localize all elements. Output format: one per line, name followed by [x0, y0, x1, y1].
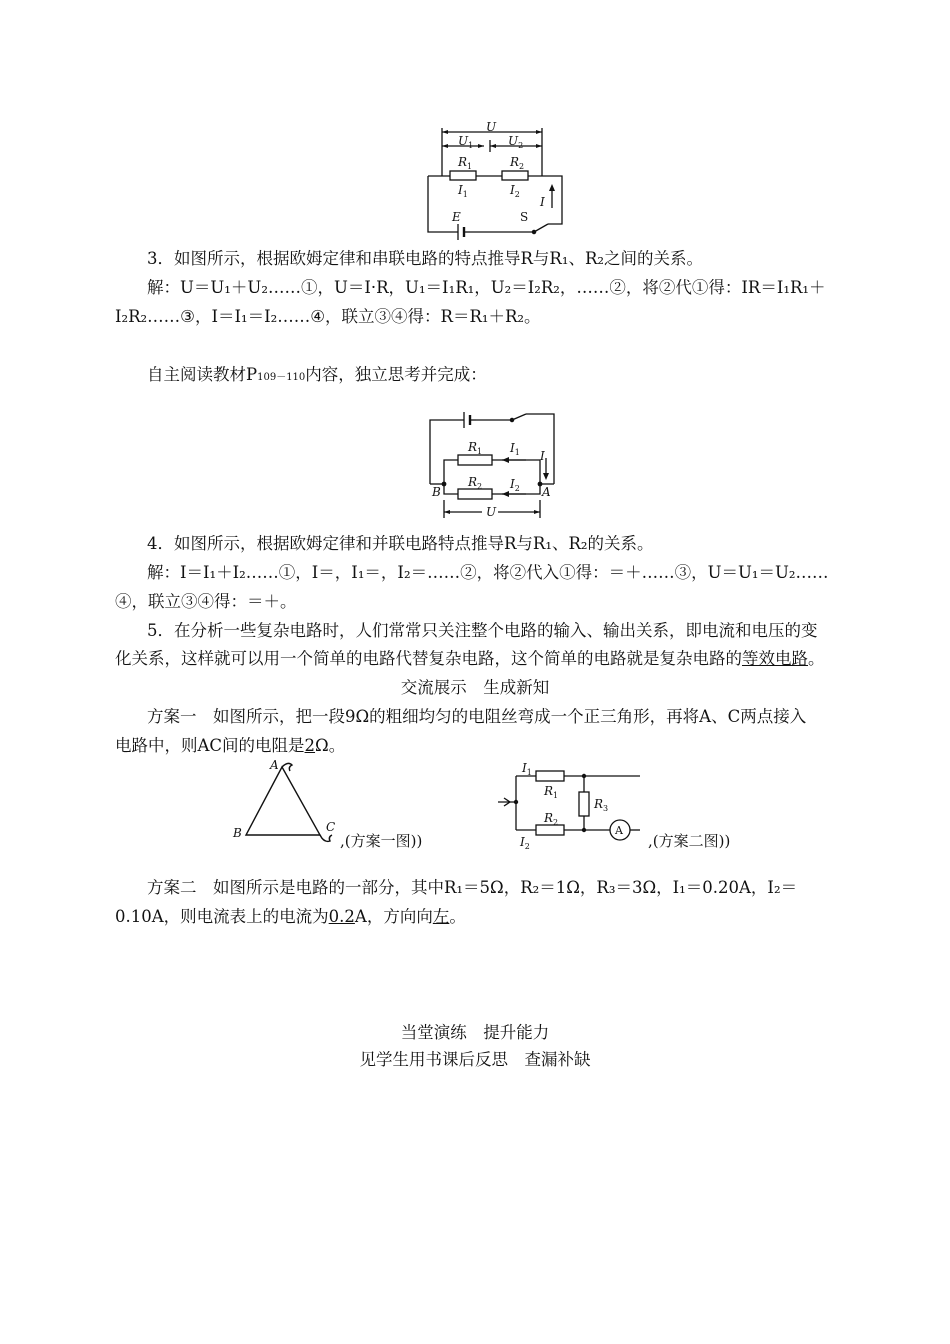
section-title-exchange: 交流展示 生成新知 [400, 678, 550, 697]
label-r2: $R_2$ [468, 475, 483, 491]
label-i: I [540, 449, 545, 463]
section-title-practice: 当堂演练 提升能力 [400, 1023, 550, 1042]
label-i2: $I_2$ [510, 477, 520, 493]
plan1-figure-caption: ,(方案一图)) [340, 832, 423, 850]
plan2-answer-current: 0.2 [328, 907, 355, 926]
item4-solution-line1: 解：I＝I₁＋I₂……①，I＝，I₁＝，I₂＝……②，将②代入①得：＝＋……③，U＝U₁＝U₂…… [147, 563, 829, 582]
label-u1: $U_1$ [458, 134, 474, 150]
label-u2: $U_2$ [508, 134, 524, 150]
label-i1: $I_1$ [522, 761, 532, 777]
reading-prompt: 自主阅读教材P109－110内容，独立思考并完成： [147, 365, 487, 384]
item5-line2: 化关系，这样就可以用一个简单的电路代替复杂电路，这个简单的电路就是复杂电路的等效电路。 [115, 649, 825, 668]
item5-line1: 5．在分析一些复杂电路时，人们常常只关注整个电路的输入、输出关系，即电流和电压的变 [147, 621, 818, 640]
item3-question: 3．如图所示，根据欧姆定律和串联电路的特点推导R与R₁、R₂之间的关系。 [147, 249, 703, 268]
label-vertex-b: B [233, 826, 242, 840]
label-i1: $I_1$ [458, 183, 468, 199]
plan1-answer: 2 [304, 736, 316, 755]
plan2-line1: 方案二 如图所示是电路的一部分，其中R₁＝5Ω，R₂＝1Ω，R₃＝3Ω，I₁＝0.20A，I₂＝ [147, 878, 798, 897]
parallel-circuit-diagram [422, 408, 562, 520]
label-e: E [452, 210, 461, 224]
label-vertex-a: A [270, 758, 279, 772]
item3-solution-line2: I₂R₂……③，I＝I₁＝I₂……④，联立③④得：R＝R₁＋R₂。 [115, 307, 541, 326]
label-r1: $R_1$ [458, 155, 473, 171]
label-u: U [486, 505, 497, 519]
label-r2: $R_2$ [544, 811, 559, 827]
label-s: S [520, 210, 529, 224]
item3-solution-line1: 解：U＝U₁＋U₂……①，U＝I·R，U₁＝I₁R₁，U₂＝I₂R₂，……②，将②代①得：IR＝I₁R₁＋ [147, 278, 826, 297]
label-node-b: B [432, 485, 441, 499]
label-node-a: A [542, 485, 551, 499]
label-i2: $I_2$ [520, 835, 530, 851]
series-circuit-diagram [420, 120, 570, 240]
plan2-circuit-diagram [498, 758, 648, 854]
plan1-line1: 方案一 如图所示，把一段9Ω的粗细均匀的电阻丝弯成一个正三角形，再将A、C两点接入 [147, 707, 807, 726]
label-r1: $R_1$ [468, 440, 483, 456]
ammeter-icon-label: A [615, 824, 623, 837]
plan2-answer-direction: 左 [432, 907, 450, 926]
label-r1: $R_1$ [544, 784, 559, 800]
label-i2: $I_2$ [510, 183, 520, 199]
triangle-resistor-diagram [230, 755, 350, 851]
item4-question: 4．如图所示，根据欧姆定律和并联电路特点推导R与R₁、R₂的关系。 [147, 534, 654, 553]
plan2-line2: 0.10A，则电流表上的电流为0.2A，方向向左。 [115, 907, 466, 926]
label-i: I [540, 195, 545, 209]
item4-solution-line2: ④，联立③④得：＝＋。 [115, 592, 297, 611]
section-subtitle-practice: 见学生用书课后反思 查漏补缺 [359, 1050, 591, 1069]
label-vertex-c: C [326, 820, 336, 834]
label-u: U [486, 120, 497, 134]
plan1-line2: 电路中，则AC间的电阻是2Ω。 [115, 736, 346, 755]
label-r3: $R_3$ [594, 797, 609, 813]
plan2-figure-caption: ,(方案二图)) [648, 832, 731, 850]
label-r2: $R_2$ [510, 155, 525, 171]
label-i1: $I_1$ [510, 441, 520, 457]
item5-answer: 等效电路 [742, 649, 808, 668]
